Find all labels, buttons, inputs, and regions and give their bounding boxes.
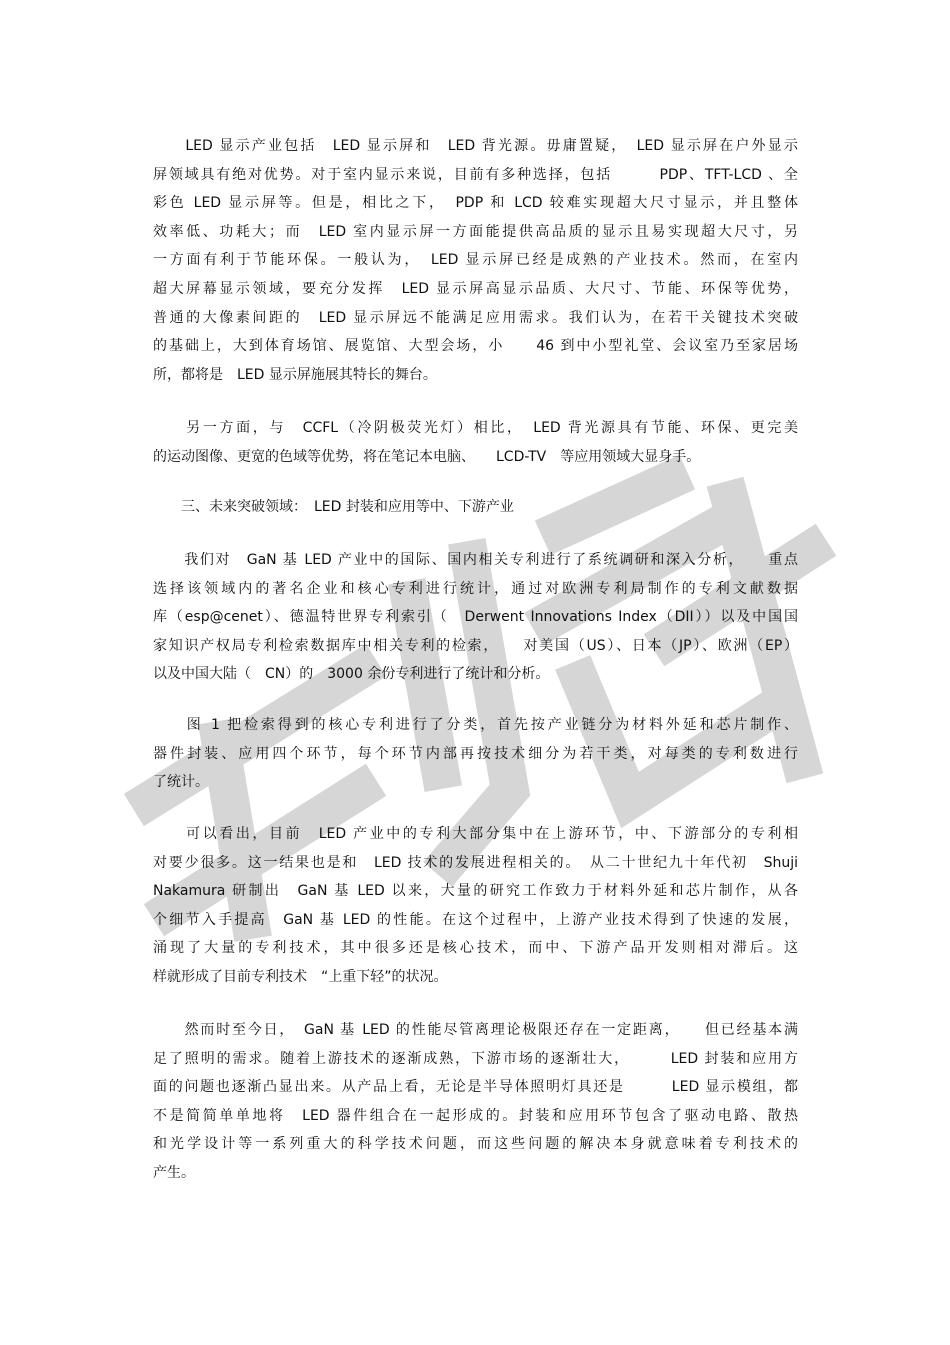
text-line: 超大屏幕显示领域，要充分发挥 LED 显示屏高显示品质、大尺寸、节能、环保等优势，: [153, 280, 798, 297]
text-line: 产生。: [153, 1164, 195, 1181]
text-line: 个细节入手提高 GaN 基 LED 的性能。在这个过程中，上游产业技术得到了快速的发展，: [153, 911, 798, 928]
text-line: 的运动图像、更宽的色域等优势，将在笔记本电脑、 LCD-TV 等应用领域大显身手。: [153, 448, 701, 465]
text-line: 另一方面，与 CCFL（冷阴极荧光灯）相比， LED 背光源具有节能、环保、更完美: [153, 420, 798, 436]
text-line: 屏领域具有绝对优势。对于室内显示来说，目前有多种选择，包括 PDP、TFT-LCD 、全: [153, 166, 798, 183]
paragraph-patent-research: [153, 546, 798, 689]
text-line: 普通的大像素间距的 LED 显示屏远不能满足应用需求。我们认为，在若干关键技术突破: [153, 309, 798, 326]
heading-line: 三、未来突破领域： LED 封装和应用等中、下游产业: [153, 499, 514, 515]
text-line: 样就形成了目前专利技术 “上重下轻”的状况。: [153, 968, 448, 985]
text-line: 的基础上，大到体育场馆、展览馆、大型会场，小 46 到中小型礼堂、会议室乃至家居场: [153, 338, 798, 355]
paragraph-figure-1: [153, 711, 798, 797]
paragraph-led-backlight: [153, 414, 798, 471]
section-heading: [153, 493, 798, 522]
text-line: 涌现了大量的专利技术，其中很多还是核心技术，而中、下游产品开发则相对滞后。这: [153, 940, 798, 957]
text-line: 面的问题也逐渐凸显出来。从产品上看，无论是半导体照明灯具还是 LED 显示模组，都: [153, 1079, 798, 1096]
text-line: 和光学设计等一系列重大的科学技术问题，而这些问题的解决本身就意味着专利技术的: [153, 1136, 798, 1153]
paragraph-led-display-industry: [153, 132, 798, 389]
text-line: 效率低、功耗大；而 LED 室内显示屏一方面能提供高品质的显示且易实现超大尺寸，另: [153, 223, 798, 240]
text-line: 了统计。: [153, 774, 209, 791]
paragraph-packaging-applications: [153, 1016, 798, 1188]
text-line: 器件封装、应用四个环节，每个环节内部再按技术细分为若干类，对每类的专利数进行: [153, 745, 798, 762]
text-line: 不是简简单单地将 LED 器件组合在一起形成的。封装和应用环节包含了驱动电路、散热: [153, 1107, 798, 1124]
text-line: 所，都将是 LED 显示屏施展其特长的舞台。: [153, 366, 437, 383]
text-line: 彩色 LED 显示屏等。但是，相比之下， PDP 和 LCD 较难实现超大尺寸显示，并且整体: [153, 195, 798, 212]
text-line: LED 显示产业包括 LED 显示屏和 LED 背光源。毋庸置疑， LED 显示屏在户外显示: [153, 138, 798, 154]
text-line: 足了照明的需求。随着上游技术的逐渐成熟，下游市场的逐渐壮大， LED 封装和应用方: [153, 1050, 798, 1067]
text-line: 库（esp@cenet）、德温特世界专利索引（ Derwent Innovations Index（DII））以及中国国: [153, 609, 798, 626]
paragraph-upstream-patents: [153, 820, 798, 992]
text-line: 以及中国大陆（ CN）的 3000 余份专利进行了统计和分析。: [153, 666, 550, 683]
text-line: 对要少很多。这一结果也是和 LED 技术的发展进程相关的。 从二十世纪九十年代初 Shuji: [153, 854, 798, 871]
text-line: Nakamura 研制出 GaN 基 LED 以来，大量的研究工作致力于材料外延和芯片制作，从各: [153, 883, 798, 900]
text-line: 然而时至今日， GaN 基 LED 的性能尽管离理论极限还存在一定距离， 但已经基本满: [153, 1022, 798, 1038]
text-line: 选择该领域内的著名企业和核心专利进行统计，通过对欧洲专利局制作的专利文献数据: [153, 580, 798, 597]
text-line: 图 1 把检索得到的核心专利进行了分类，首先按产业链分为材料外延和芯片制作、: [153, 717, 798, 733]
text-line: 家知识产权局专利检索数据库中相关专利的检索， 对美国（US）、日本（JP）、欧洲（EP）: [153, 637, 798, 654]
text-line: 我们对 GaN 基 LED 产业中的国际、国内相关专利进行了系统调研和深入分析， 重点: [153, 552, 798, 568]
text-line: 可以看出，目前 LED 产业中的专利大部分集中在上游环节，中、下游部分的专利相: [153, 826, 798, 842]
text-line: 一方面有利于节能环保。一般认为， LED 显示屏已经是成熟的产业技术。然而，在室内: [153, 252, 798, 269]
